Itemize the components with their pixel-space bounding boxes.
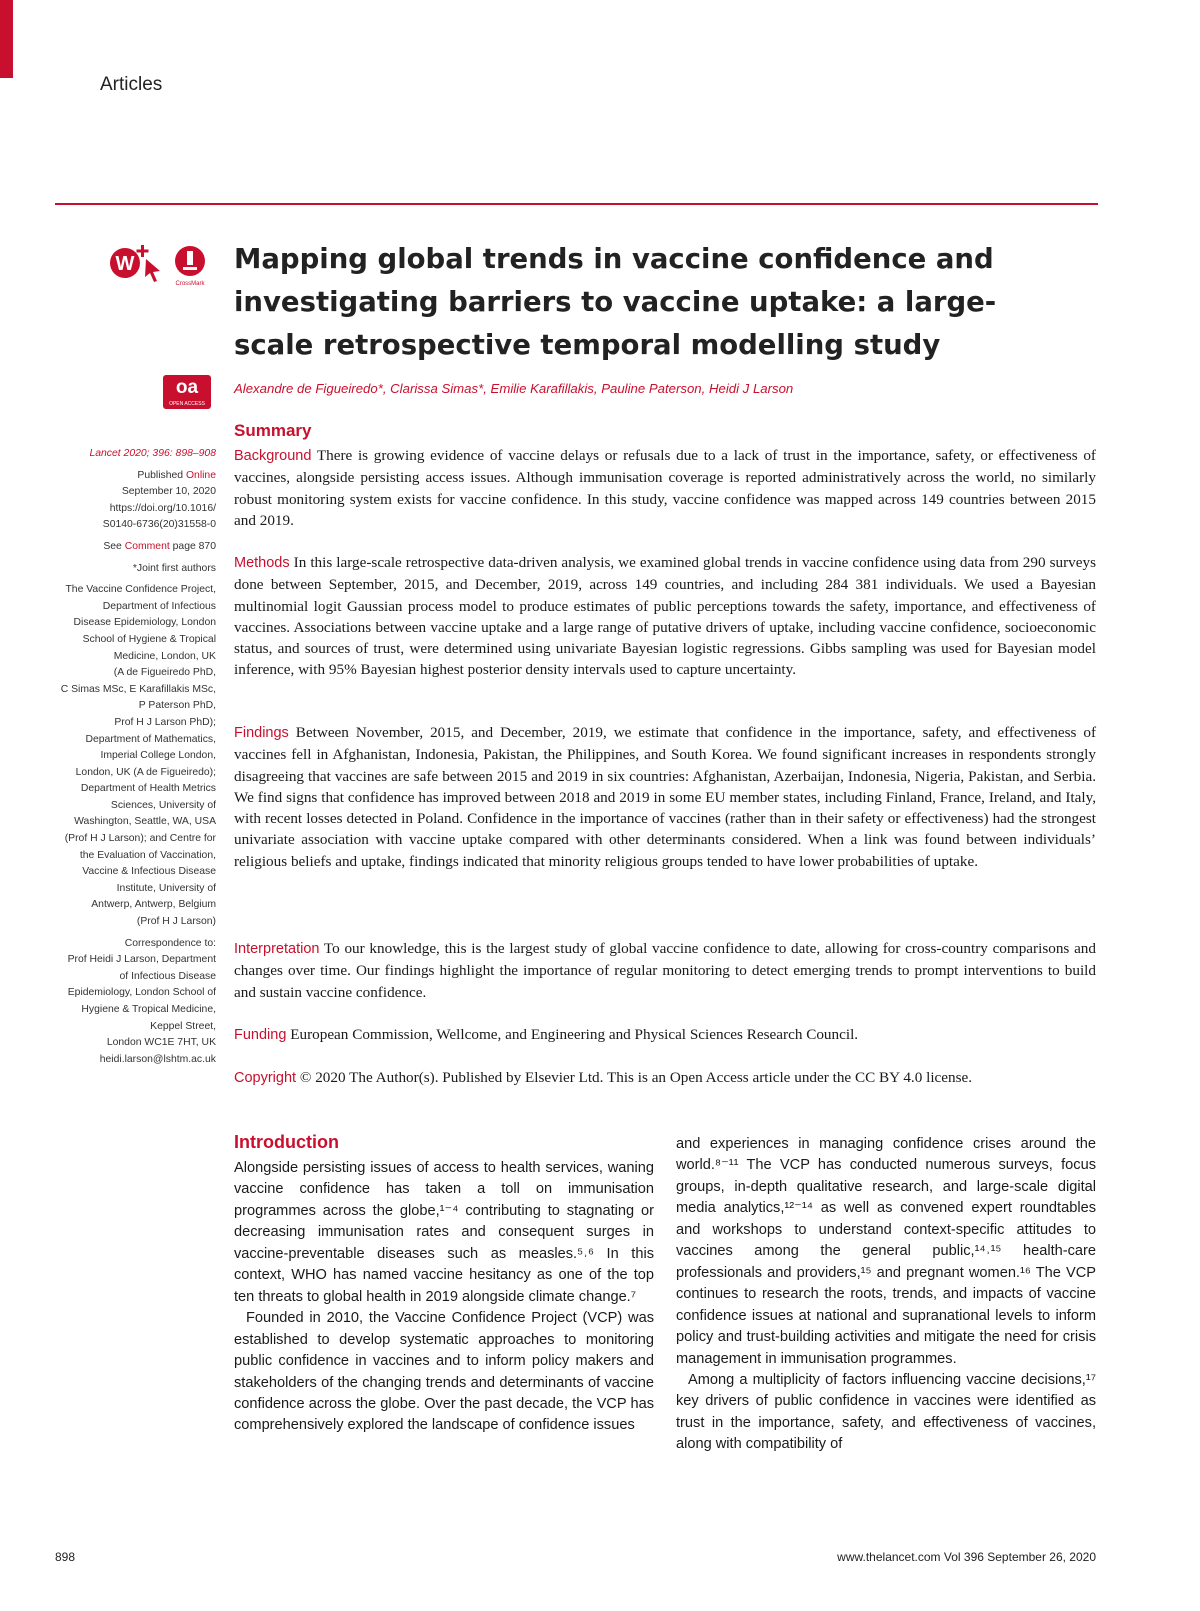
summary-interpretation: [234, 938, 1096, 1003]
correspondence-line: London WC1E 7HT, UK: [106, 1037, 216, 1049]
copyright-text: © 2020 The Author(s). Published by Elsevier Ltd. This is an Open Access article under the CC BY 4.0 license.: [296, 1069, 973, 1086]
correspondence-line: Epidemiology, London School of: [67, 987, 216, 999]
correspondence-email[interactable]: heidi.larson@lshtm.ac.uk: [99, 1053, 216, 1065]
page-number: 898: [55, 1550, 76, 1564]
correspondence: [20, 936, 216, 1069]
interpretation-text: To our knowledge, this is the largest study of global vaccine confidence to date, allowing for cross-country comparisons and changes over time. Our findings highlight the importance of regular monitoring to detect emerging trends to prompt interventions to build and sustain vaccine confidence.: [234, 940, 1096, 1001]
correspondence-line: Hygiene & Tropical Medicine,: [81, 1004, 216, 1015]
findings-text: Between November, 2015, and December, 2019, we estimate that confidence in the importance, safety, and effectiveness of vaccines fell in Afghanistan, Indonesia, Pakistan, the Philippines, and South Korea. We found significant increases in respondents strongly disagreeing that vaccines are safe between 2015 and 2019 in six countries: Afghanistan, Azerbaijan, Indonesia, Nigeria, Pakistan, and Serbia. We find signs that confidence has improved between 2018 and 2019 in some EU member states, including Finland, France, Ireland, and Italy, with recent losses detected in Poland. Confidence in the importance of vaccines (rather than in their safety or effectiveness) had the strongest univariate association with vaccine uptake compared with other determinants considered. When a link was found between individuals’ religious beliefs and uptake, findings indicated that minority religious groups tended to have lower probabilities of uptake.: [234, 724, 1096, 870]
summary-findings: [234, 722, 1096, 872]
published-date: September 10, 2020: [121, 486, 216, 498]
affiliation-line: School of Hygiene & Tropical: [82, 633, 216, 645]
summary-background: [234, 445, 1096, 531]
author-list: Alexandre de Figueiredo*, Clarissa Simas*, Emilie Karafillakis, Pauline Paterson, Heidi J Larson: [234, 381, 794, 396]
citation: Lancet 2020; 396: 898–908: [89, 448, 216, 459]
affiliation-line: Department of Infectious: [102, 600, 216, 612]
body-paragraph: Alongside persisting issues of access to health services, waning vaccine confidence has taken a toll on immunisation programmes across the globe,¹⁻⁴ contributing to stagnating or decreasing immunisation rates and consequent surges in vaccine-preventable diseases such as measles.⁵˒⁶ In this context, WHO has named vaccine hesitancy as one of the top ten threats to global health in 2019 alongside climate change.⁷: [234, 1160, 654, 1305]
copyright-label: Copyright: [234, 1070, 297, 1086]
interpretation-label: Interpretation: [234, 941, 320, 957]
svg-text:CrossMark: CrossMark: [175, 281, 205, 287]
published-online-link[interactable]: Online: [185, 469, 216, 481]
see-suffix: page 870: [169, 540, 216, 552]
body-column-right: [676, 1134, 1096, 1456]
methods-label: Methods: [234, 555, 290, 571]
affiliation-line: The Vaccine Confidence Project,: [65, 584, 216, 596]
summary-funding: [234, 1024, 1096, 1046]
affiliation-line: Sciences, University of: [110, 799, 216, 811]
summary-heading: Summary: [234, 421, 312, 440]
oa-label: oa: [175, 377, 199, 398]
introduction-heading: Introduction: [234, 1132, 339, 1152]
joint-authors-note: *Joint first authors: [132, 562, 216, 574]
affiliation-line: the Evaluation of Vaccination,: [79, 849, 216, 861]
article-sidebar: [20, 446, 216, 1068]
crossmark-icon[interactable]: [175, 246, 205, 287]
affiliation-line: (A de Figueiredo PhD,: [113, 667, 216, 679]
doi-line-1[interactable]: https://doi.org/10.1016/: [109, 502, 216, 514]
published-line: [20, 468, 216, 485]
correspondence-line: Correspondence to:: [124, 937, 216, 949]
body-column-left: [234, 1158, 654, 1437]
plus-article-icon[interactable]: [110, 245, 160, 282]
header-rule: [55, 203, 1098, 205]
affiliation-line: Institute, University of: [116, 882, 216, 894]
comment-link[interactable]: Comment: [124, 540, 170, 552]
body-paragraph: Among a multiplicity of factors influencing vaccine decisions,¹⁷ key drivers of public confidence in vaccines were identified as trust in the importance, safety, and effectiveness of vaccines, along with compatibility of: [676, 1371, 1096, 1453]
affiliations: [20, 582, 216, 930]
section-color-bar: [0, 0, 13, 78]
see-comment-line: [20, 539, 216, 556]
correspondence-line: of Infectious Disease: [119, 970, 216, 982]
funding-label: Funding: [234, 1027, 287, 1043]
body-paragraph: Founded in 2010, the Vaccine Confidence Project (VCP) was established to develop systematic approaches to monitoring public confidence in vaccines and to inform policy makers and stakeholders of the changing trends and determinants of vaccine confidence across the globe. Over the past decade, the VCP has comprehensively explored the landscape of confidence issues: [234, 1310, 654, 1434]
affiliation-line: Prof H J Larson PhD);: [114, 716, 216, 728]
correspondence-line: Keppel Street,: [150, 1020, 216, 1032]
body-paragraph: and experiences in managing confidence crises around the world.⁸⁻¹¹ The VCP has conducted numerous surveys, focus groups, in-depth qualitative research, and large-scale digital media analytics,¹²⁻¹⁴ as well as convened expert roundtables and workshops to understand context-specific attitudes to vaccines among the general public,¹⁴˒¹⁵ health-care professionals and providers,¹⁵ and pregnant women.¹⁶ The VCP continues to research the roots, trends, and impacts of vaccine confidence issues at national and supranational levels to inform policy and trust-building activities and mitigate the need for crisis management in immunisation programmes.: [676, 1136, 1096, 1367]
affiliation-line: P Paterson PhD,: [138, 700, 216, 712]
summary-copyright: [234, 1067, 1096, 1089]
affiliation-line: London, UK (A de Figueiredo);: [75, 766, 216, 778]
article-icons-svg: [108, 241, 228, 291]
affiliation-line: (Prof H J Larson): [136, 916, 216, 928]
affiliation-line: Antwerp, Antwerp, Belgium: [91, 899, 216, 911]
published-prefix: Published: [137, 469, 186, 481]
affiliation-line: Department of Health Metrics: [80, 783, 216, 795]
svg-text:W: W: [115, 253, 135, 275]
affiliation-line: C Simas MSc, E Karafillakis MSc,: [60, 683, 216, 695]
affiliation-line: Disease Epidemiology, London: [73, 617, 216, 629]
doi-line-2[interactable]: S0140-6736(20)31558-0: [102, 519, 216, 531]
journal-footer: www.thelancet.com Vol 396 September 26, 2020: [837, 1550, 1096, 1564]
affiliation-line: Department of Mathematics,: [85, 733, 216, 745]
affiliation-line: Imperial College London,: [100, 750, 216, 762]
findings-label: Findings: [234, 725, 289, 741]
oa-sub-label: OPEN ACCESS: [169, 401, 205, 407]
affiliation-line: Medicine, London, UK: [113, 650, 216, 662]
correspondence-line: Prof Heidi J Larson, Department: [67, 954, 216, 966]
background-label: Background: [234, 448, 312, 464]
affiliation-line: Vaccine & Infectious Disease: [82, 866, 216, 878]
article-icons: [108, 241, 228, 291]
section-label: Articles: [100, 74, 163, 95]
article-title: Mapping global trends in vaccine confidence and investigating barriers to vaccine uptake: a large-scale retrospective temporal modelling study: [234, 243, 997, 361]
affiliation-line: Washington, Seattle, WA, USA: [74, 816, 216, 828]
affiliation-line: (Prof H J Larson); and Centre for: [64, 833, 216, 845]
summary-methods: [234, 552, 1096, 681]
methods-text: In this large-scale retrospective data-driven analysis, we examined global trends in vaccine confidence using data from 290 surveys done between September, 2015, and December, 2019, across 149 countries, and including 284 381 individuals. We used a Bayesian multinomial logit Gaussian process model to produce estimates of public perceptions towards the safety, importance, and effectiveness of vaccines. Associations between vaccine uptake and a large range of putative drivers of uptake, including vaccine confidence, socioeconomic status, and sources of trust, were determined using univariate Bayesian logistic regressions. Gibbs sampling was used for Bayesian model inference, with 95% Bayesian highest posterior density intervals used to capture uncertainty.: [234, 554, 1096, 679]
see-prefix: See: [103, 540, 125, 552]
funding-text: European Commission, Wellcome, and Engineering and Physical Sciences Research Council.: [286, 1026, 859, 1043]
background-text: There is growing evidence of vaccine delays or refusals due to a lack of trust in the importance, safety, or effectiveness of vaccines, alongside persisting access issues. Although immunisation coverage is reported administratively across the world, no similarly robust monitoring system exists for vaccine confidence. In this study, vaccine confidence was mapped across 149 countries between 2015 and 2019.: [234, 447, 1096, 529]
open-access-icon: [163, 375, 211, 409]
